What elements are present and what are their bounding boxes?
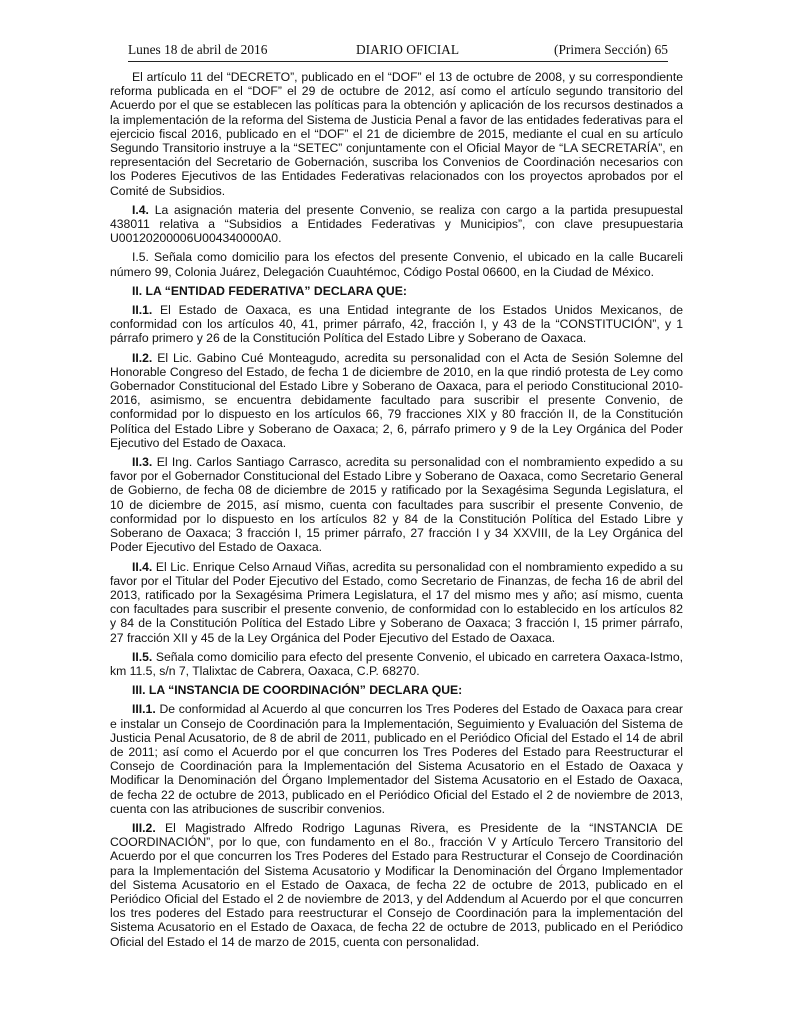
paragraph-label: II.1. [132, 303, 153, 318]
paragraph-label: II.2. [132, 350, 153, 365]
paragraph-text: La asignación materia del presente Convenio, se realiza con cargo a la partida presupuestal 438011 relativa a “Subsidios a Entidades Federativas y Municipios”, con clave presupuestaria U00120200006U004340000A0. [110, 202, 683, 246]
paragraph-text: El artículo 11 del “DECRETO”, publicado en el “DOF” el 13 de octubre de 2008, y su correspondiente reforma publicada en el “DOF” el 29 de octubre de 2012, así como el artículo segundo transitorio del Acuerdo por el que se establecen las políticas para la obtención y aplicación de los recursos destinados a la implementación de la reforma del Sistema de Justicia Penal a favor de las entidades federativas para el ejercicio fiscal 2016, publicado en el “DOF” el 21 de diciembre de 2015, mediante el cual en su artículo Segundo Transitorio instruye a la “SETEC” conjuntamente con el Oficial Mayor de “LA SECRETARÍA”, en representación del Secretario de Gobernación, suscriba los Convenios de Coordinación necesarios con los Poderes Ejecutivos de las Entidades Federativas relacionados con los proyectos aprobados por el Comité de Subsidios. [110, 70, 683, 198]
paragraph-ii1 [110, 303, 683, 346]
paragraph-label: II.5. [132, 649, 153, 664]
paragraph-decreto [110, 70, 683, 198]
paragraph-ii4 [110, 560, 683, 645]
paragraph-i5 [110, 250, 683, 278]
paragraph-label: III.1. [132, 702, 156, 717]
paragraph-text: El Estado de Oaxaca, es una Entidad integrante de los Estados Unidos Mexicanos, de conformidad con los artículos 40, 41, primer párrafo, 42, fracción I, y 43 de la “CONSTITUCIÓN”, y 1 párrafo primero y 26 de la Constitución Política del Estado Libre y Soberano de Oaxaca. [110, 303, 683, 346]
paragraph-label: II.3. [132, 455, 153, 470]
paragraph-ii2 [110, 351, 683, 450]
page-header [128, 42, 668, 62]
header-publication: DIARIO OFICIAL [356, 42, 460, 57]
section-heading-instancia: III. LA “INSTANCIA DE COORDINACIÓN” DECLARA QUE: [132, 683, 463, 698]
paragraph-text: El Ing. Carlos Santiago Carrasco, acredita su personalidad con el nombramiento expedido a su favor por el Gobernador Constitucional del Estado Libre y Soberano de Oaxaca, como Secretario General de Gobierno, de fecha 08 de diciembre de 2015 y ratificado por la Sexagésima Segunda Legislatura, el 10 de diciembre de 2015, así mismo, cuenta con facultades para suscribir el presente Convenio, de conformidad por lo dispuesto en los artículos 82 y 84 de la Constitución Política del Estado Libre y Soberano de Oaxaca; 3 fracción I, 15 primer párrafo, 27 fracción I y 34 XXVIII, de la Ley Orgánica del Poder Ejecutivo del Estado de Oaxaca. [110, 455, 683, 555]
paragraph-label: II.4. [132, 559, 153, 574]
header-page-number: 65 [654, 42, 668, 57]
paragraph-i4 [110, 203, 683, 246]
document-body [110, 70, 683, 954]
section-heading-entidad: II. LA “ENTIDAD FEDERATIVA” DECLARA QUE: [132, 283, 407, 298]
paragraph-text: El Lic. Gabino Cué Monteagudo, acredita su personalidad con el Acta de Sesión Solemne del Honorable Congreso del Estado, de fecha 1 de diciembre de 2010, en la que rindió protesta de Ley como Gobernador Constitucional del Estado Libre y Soberano de Oaxaca, para el periodo Constitucional 2010-2016, asimismo, se encuentra debidamente facultado para suscribir el presente Convenio, de conformidad por lo dispuesto en los artículos 66, 79 fracciones XIX y 80 fracción II, de la Constitución Política del Estado Libre y Soberano de Oaxaca; 2, 6, párrafo primero y 9 de la Ley Orgánica del Poder Ejecutivo del Estado de Oaxaca. [110, 350, 683, 450]
paragraph-ii3 [110, 455, 683, 554]
paragraph-iii2 [110, 821, 683, 949]
paragraph-text: Señala como domicilio para efecto del presente Convenio, el ubicado en carretera Oaxaca-Istmo, km 11.5, s/n 7, Tlalixtac de Cabrera, Oaxaca, C.P. 68270. [110, 649, 683, 678]
paragraph-iii1 [110, 702, 683, 816]
header-section: (Primera Sección) [554, 42, 652, 57]
paragraph-text: El Magistrado Alfredo Rodrigo Lagunas Rivera, es Presidente de la “INSTANCIA DE COORDINACIÓN”, por lo que, con fundamento en el 8o., fracción V y Artículo Tercero Transitorio del Acuerdo por el que concurren los Tres Poderes del Estado para Restructurar el Consejo de Coordinación para la Implementación del Sistema Acusatorio y Modificar la Denominación del Órgano Implementador del Sistema Acusatorio en el Estado de Oaxaca, de fecha 22 de octubre de 2013, publicado en el Periódico Oficial del Estado el 2 de noviembre de 2013, y del Addendum al Acuerdo por el que concurren los tres poderes del Estado para reestructurar el Consejo de Coordinación para la implementación del Sistema Acusatorio en el Estado de Oaxaca, de fecha 22 de octubre de 2013, publicado en el Periódico Oficial del Estado el 14 de marzo de 2015, cuenta con personalidad. [110, 820, 683, 949]
paragraph-text: El Lic. Enrique Celso Arnaud Viñas, acredita su personalidad con el nombramiento expedido a su favor por el Titular del Poder Ejecutivo del Estado, como Secretario de Finanzas, de fecha 16 de abril del 2013, ratificado por la Sexagésima Primera Legislatura, el 17 del mismo mes y año; así mismo, cuenta con facultades para suscribir el presente convenio, de conformidad con lo establecido en los artículos 82 y 84 de la Constitución Política del Estado Libre y Soberano de Oaxaca; 3 fracción I, 15 primer párrafo, 27 fracción XII y 45 de la Ley Orgánica del Poder Ejecutivo del Estado de Oaxaca. [110, 559, 683, 645]
header-date: Lunes 18 de abril de 2016 [128, 42, 268, 57]
paragraph-text: De conformidad al Acuerdo al que concurren los Tres Poderes del Estado de Oaxaca para crear e instalar un Consejo de Coordinación para la Implementación, Seguimiento y Evaluación del Sistema de Justicia Penal Acusatorio, de 8 de abril de 2011, publicado en el Periódico Oficial del Estado el 14 de abril de 2011; así como el Acuerdo por el que concurren los Tres Poderes del Estado para Reestructurar el Consejo de Coordinación para la Implementación del Sistema Acusatorio en el Estado de Oaxaca y Modificar la Denominación del Órgano Implementador del Sistema Acusatorio en el Estado de Oaxaca, de fecha 22 de octubre de 2013, publicado en el Periódico Oficial del Estado el 2 de noviembre de 2013, cuenta con las atribuciones de suscribir convenios. [110, 702, 683, 816]
paragraph-text: I.5. Señala como domicilio para los efectos del presente Convenio, el ubicado en la calle Bucareli número 99, Colonia Juárez, Delegación Cuauhtémoc, Código Postal 06600, en la Ciudad de México. [110, 250, 683, 279]
paragraph-label: III.2. [132, 820, 156, 835]
paragraph-label: I.4. [132, 202, 149, 217]
paragraph-ii5 [110, 650, 683, 678]
